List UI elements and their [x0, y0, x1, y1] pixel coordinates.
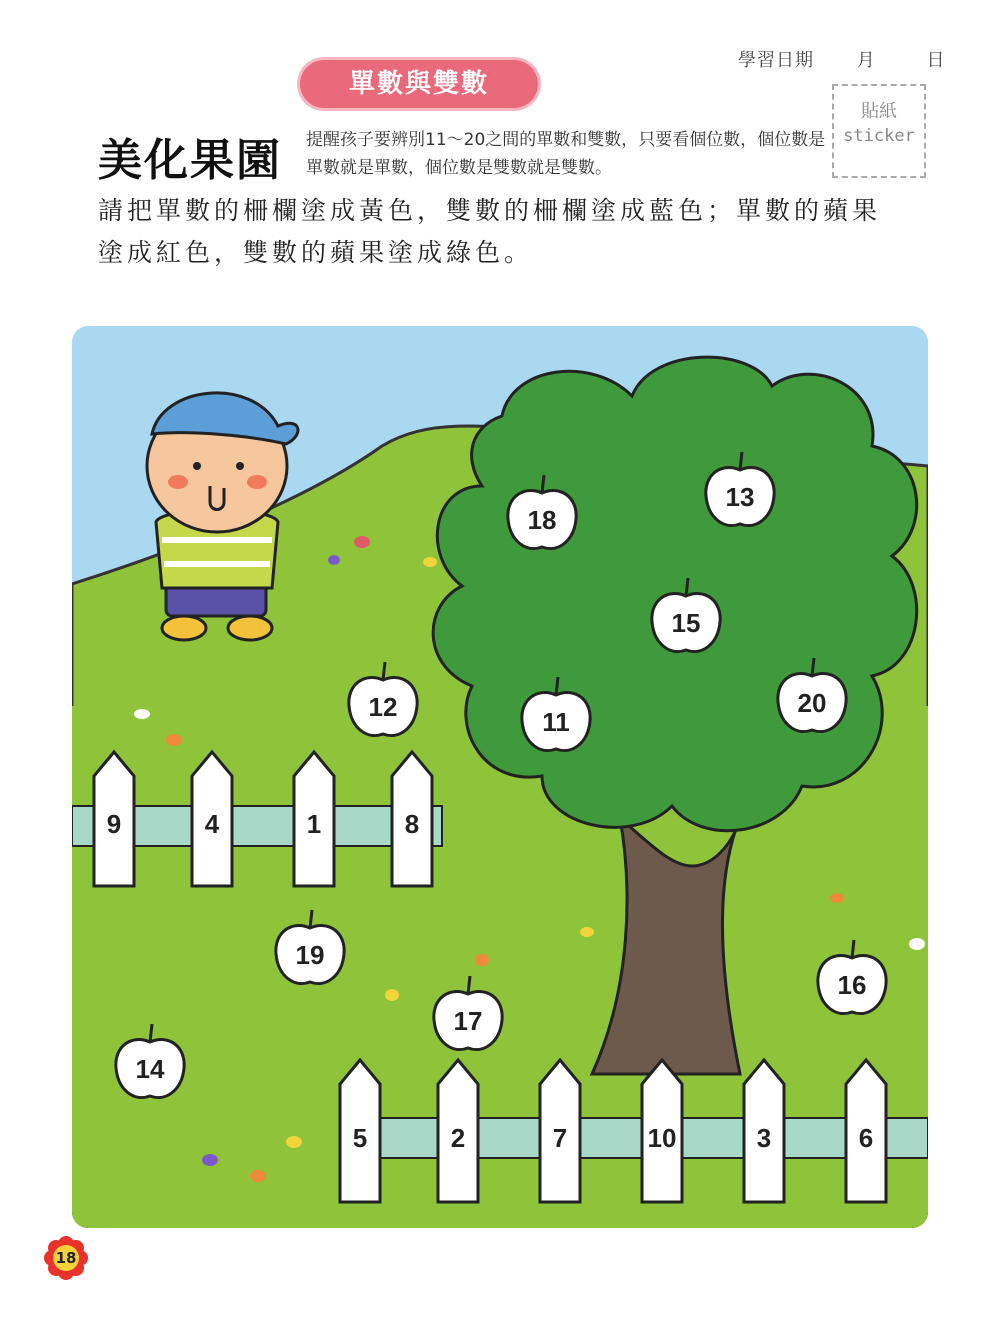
apple-number: 18: [527, 505, 557, 535]
instruction-text: 請把單數的柵欄塗成黃色，雙數的柵欄塗成藍色；單數的蘋果塗成紅色，雙數的蘋果塗成綠色。: [98, 196, 882, 267]
fence-number: 2: [450, 1123, 466, 1153]
parent-hint: 提醒孩子要辨別11～20之間的單數和雙數，只要看個位數，個位數是單數就是單數，個位數是雙數就是雙數。: [306, 130, 826, 178]
page-number: 18: [55, 1249, 77, 1267]
apple-number: 14: [135, 1054, 165, 1084]
fence-picket-3[interactable]: [744, 1060, 784, 1202]
fence-picket-1[interactable]: [294, 752, 334, 886]
fence-picket-6[interactable]: [846, 1060, 886, 1202]
fence-number: 1: [306, 809, 322, 839]
fence-number: 7: [552, 1123, 568, 1153]
fence-number: 10: [647, 1123, 677, 1153]
month-label: 月: [856, 50, 876, 71]
apple-number: 16: [837, 970, 867, 1000]
apple-number: 12: [368, 692, 398, 722]
fence-picket-4[interactable]: [192, 752, 232, 886]
page-number-badge: [44, 1236, 88, 1280]
orchard-illustration: [72, 326, 928, 1228]
sticker-label: 貼紙: [861, 101, 897, 122]
day-label: 日: [926, 50, 946, 71]
apple-number: 19: [295, 940, 325, 970]
apple-number: 13: [725, 482, 755, 512]
fence-number: 3: [756, 1123, 772, 1153]
fence-picket-8[interactable]: [392, 752, 432, 886]
apple-number: 20: [797, 688, 827, 718]
fence-number: 5: [352, 1123, 368, 1153]
apple-number: 11: [542, 707, 570, 737]
fence-picket-2[interactable]: [438, 1060, 478, 1202]
fence-picket-7[interactable]: [540, 1060, 580, 1202]
fence-number: 4: [204, 809, 220, 839]
fence-picket-9[interactable]: [94, 752, 134, 886]
section-title: 單數與雙數: [300, 60, 538, 108]
sticker-box[interactable]: [832, 84, 926, 178]
sticker-label-en: sticker: [843, 126, 915, 146]
fence-picket-10[interactable]: [642, 1060, 682, 1202]
fence-number: 6: [858, 1123, 874, 1153]
apple-number: 17: [453, 1006, 483, 1036]
fence-number: 8: [404, 809, 420, 839]
study-date: [738, 46, 945, 72]
fence-number: 9: [106, 809, 122, 839]
fence-picket-5[interactable]: [340, 1060, 380, 1202]
activity-title: 美化果園: [98, 135, 282, 186]
apple-number: 15: [671, 608, 701, 638]
study-date-label: 學習日期: [738, 50, 814, 71]
